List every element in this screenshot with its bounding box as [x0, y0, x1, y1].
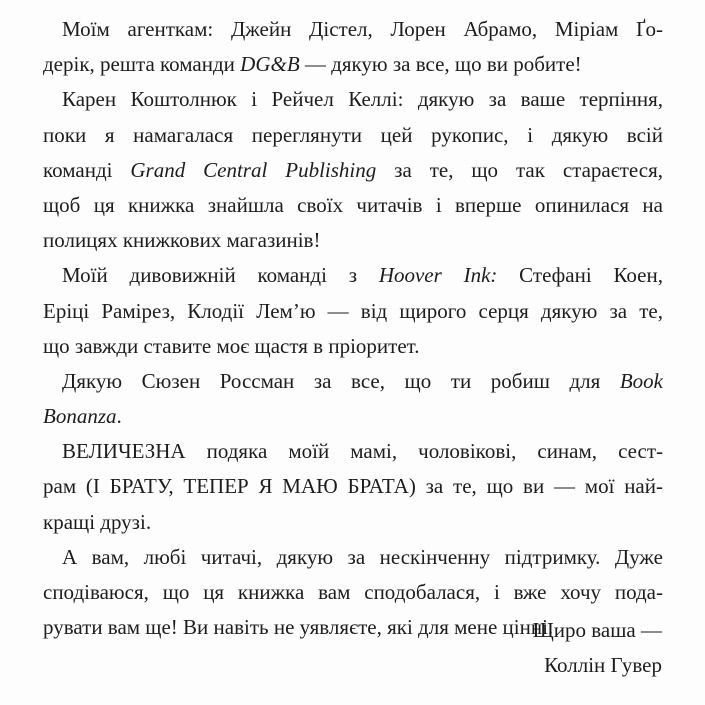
text-line: команді Grand Central Publishing за те, що так стараєтеся,	[43, 157, 664, 182]
text-line: А вам, любі читачі, дякую за нескінченну підтримку. Дуже	[62, 544, 663, 569]
italic-name: Grand Central Publishing	[130, 157, 377, 182]
text-line: поки я намагалася переглянути цей рукопис, і дякую всій	[43, 122, 663, 147]
text-line: дерік, решта команди DG&B — дякую за все, що ви робите!	[43, 52, 582, 77]
text-line: Дякую Сюзен Россман за все, що ти робиш для Book	[62, 368, 663, 393]
text-line: щоб ця книжка знайшла своїх читачів і вперше опинилася на	[43, 192, 663, 217]
text-line: сподіваюся, що ця книжка вам сподобалася, і вже хочу пода-	[43, 580, 663, 604]
italic-name: Hoover Ink:	[378, 263, 498, 288]
paragraph-hoover-ink	[43, 258, 663, 364]
text-line: ВЕЛИЧЕЗНА подяка моїй мамі, чоловікові, синам, сест-	[62, 439, 663, 464]
text-line: Еріці Рамірез, Клодії Лем’ю — від щирого серця дякую за те,	[43, 298, 663, 323]
signature-author: Коллін Гувер	[544, 653, 662, 677]
text-line: полицях книжкових магазинів!	[43, 228, 321, 253]
text-line: кращі друзі.	[43, 509, 152, 534]
text-line: Моїм агенткам: Джейн Дістел, Лорен Абрамо, Міріам Ґо-	[62, 17, 663, 41]
signature-block	[533, 613, 662, 683]
paragraph-family	[43, 434, 663, 540]
acknowledgements-body	[43, 12, 663, 645]
text-line: що завжди ставите моє щастя в пріоритет.	[43, 333, 420, 358]
italic-name: Bonanza	[43, 404, 117, 429]
paragraph-agents	[43, 12, 663, 82]
italic-name: Book	[619, 368, 663, 393]
text-line: Карен Коштолнюк і Рейчел Келлі: дякую за ваше терпіння,	[62, 87, 663, 112]
text-line: рам (І БРАТУ, ТЕПЕР Я МАЮ БРАТА) за те, що ви — мої най-	[43, 474, 663, 499]
text-line: Bonanza.	[43, 404, 122, 429]
text-line: рувати вам ще! Ви навіть не уявляєте, які для мене цінні.	[43, 615, 554, 640]
italic-name: DG&B	[240, 52, 300, 77]
signature-closing: Щиро ваша —	[532, 618, 662, 642]
text-line: Моїй дивовижній команді з Hoover Ink: Стефані Коен,	[62, 263, 663, 288]
paragraph-publisher	[43, 82, 663, 258]
paragraph-book-bonanza	[43, 364, 663, 434]
